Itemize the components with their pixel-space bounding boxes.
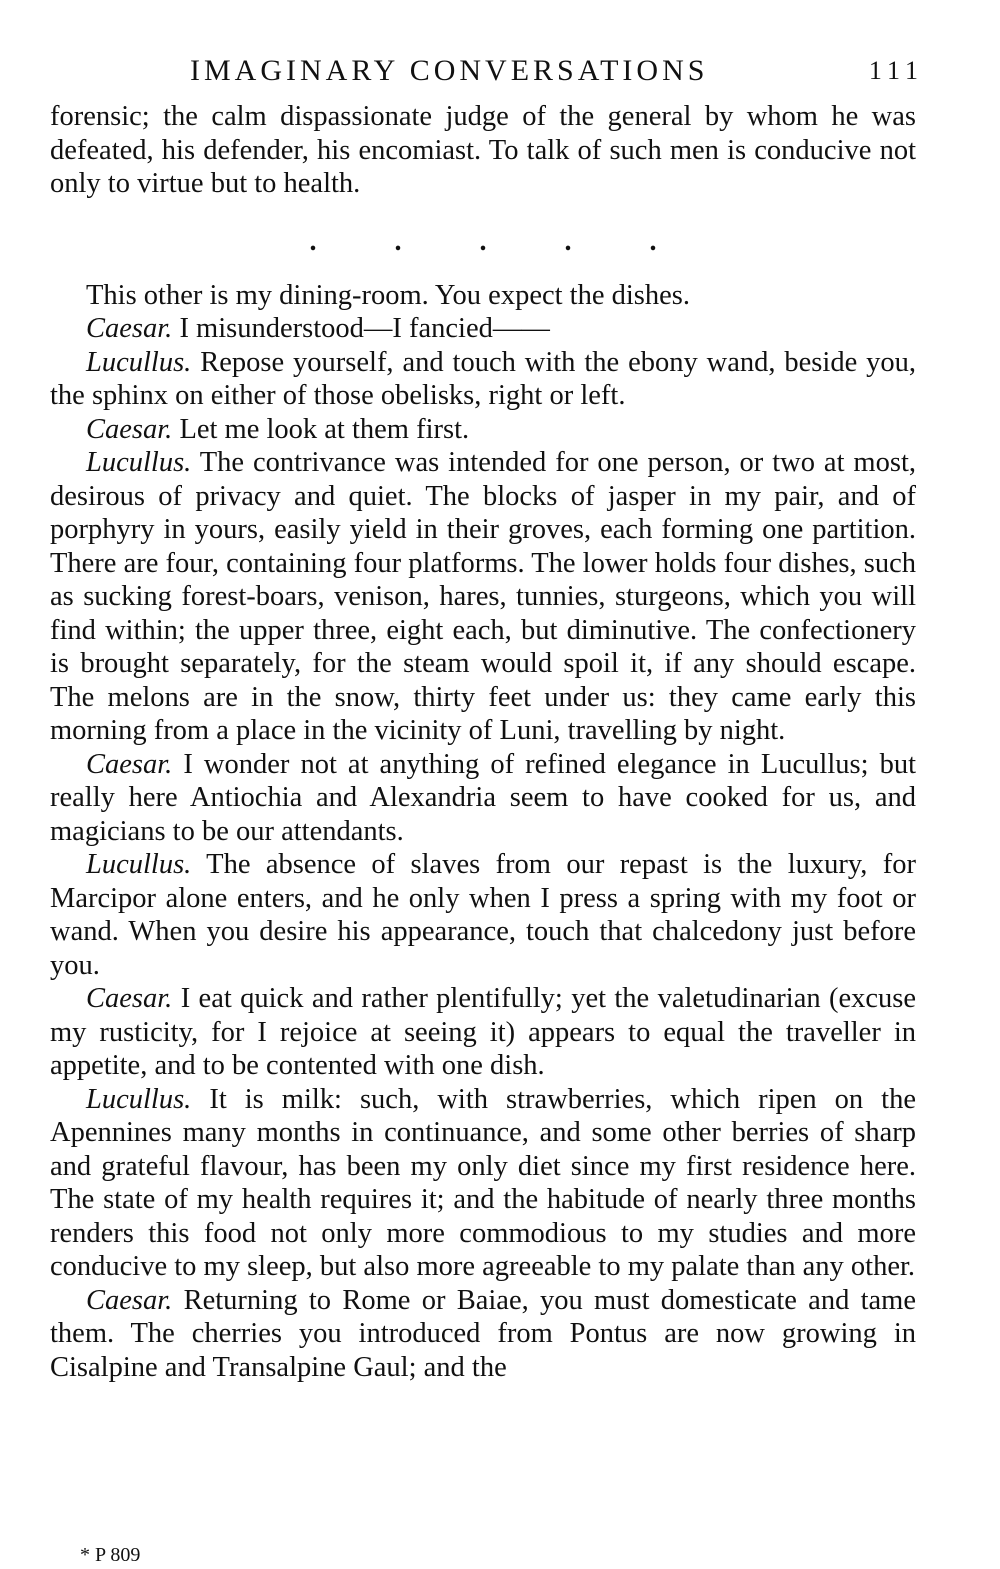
speaker-name: Caesar. <box>86 983 173 1014</box>
dialogue-line <box>50 312 916 346</box>
dialogue-line <box>50 446 916 748</box>
dialogue-line <box>50 982 916 1083</box>
dialogue-text: I wonder not at anything of refined elegance in Lucullus; but really here Antiochia and Alexandria seem to have cooked for us, and magicians to be our attendants. <box>50 748 916 847</box>
dialogue-line <box>50 748 916 849</box>
speaker-name: Lucullus. <box>86 346 192 378</box>
speaker-name: Lucullus. <box>86 1083 192 1115</box>
dialogue-text: I eat quick and rather plentifully; yet the valetudinarian (excuse my rusticity, for I rejoice at seeing it) appears to equal the traveller in appetite, and to be contented with one dish. <box>50 983 917 1081</box>
break-dot: . <box>394 225 402 257</box>
dialogue-line <box>50 346 916 413</box>
dialogue-text: The contrivance was intended for one person, or two at most, desirous of privacy and quiet. The blocks of jasper in my pair, and of porphyry in yours, easily yield in their groves, each forming one partition. There are four, containing four platforms. The lower holds four dishes, such as sucking forest-boars, venison, hares, tunnies, sturgeons, which you will find within; the upper three, eight each, but diminutive. The confectionery is brought separately, for the steam would spoil it, if any should escape. The melons are in the snow, thirty feet under us: they came early this morning from a place in the vicinity of Luni, travelling by night. <box>50 447 916 746</box>
dialogue-text: I misunderstood—I fancied—— <box>179 313 550 344</box>
break-dot: . <box>649 225 657 257</box>
dialogue-text: It is milk: such, with strawberries, which ripen on the Apennines many months in continuance, and some other berries of sharp and grateful flavour, has been my only diet since my first residence here. The state of my health requires it; and the habitude of nearly three months renders this food not only more commodious to my studies and more conducive to my sleep, but also more agreeable to my palate than any other. <box>50 1083 916 1282</box>
dialogue-text: Returning to Rome or Baiae, you must domesticate and tame them. The cherries you introduced from Pontus are now growing in Cisalpine and Transalpine Gaul; and the <box>50 1284 916 1383</box>
page-number: 111 <box>868 56 924 85</box>
running-title: IMAGINARY CONVERSATIONS <box>190 54 709 87</box>
book-page <box>50 48 924 1384</box>
speaker-name: Caesar. <box>86 313 173 344</box>
speaker-name: Caesar. <box>86 1284 173 1316</box>
footnote-marker: * P 809 <box>80 1544 141 1566</box>
speaker-name: Caesar. <box>86 748 173 780</box>
dialogue-line <box>50 413 916 447</box>
dialogue-line <box>50 1284 916 1385</box>
speaker-name: Caesar. <box>86 413 173 445</box>
body-text <box>50 100 916 1384</box>
break-dot: . <box>564 225 572 257</box>
break-dot: . <box>309 225 317 257</box>
page-header <box>50 48 924 100</box>
dialogue-text: Let me look at them first. <box>179 413 470 445</box>
dialogue-text: Repose yourself, and touch with the ebony wand, beside you, the sphinx on either of those obelisks, right or left. <box>50 346 917 411</box>
dialogue-text: This other is my dining-room. You expect the dishes. <box>86 279 690 311</box>
section-break <box>50 227 916 257</box>
dialogue-line <box>50 848 916 982</box>
opening-paragraph: forensic; the calm dispassionate judge of the general by whom he was defeated, his defender, his encomiast. To talk of such men is conducive not only to virtue but to health. <box>50 101 916 199</box>
dialogue-text: The absence of slaves from our repast is the luxury, for Marcipor alone enters, and he only when I press a spring with my foot or wand. When you desire his appearance, touch that chalcedony just before you. <box>50 849 916 981</box>
dialogue-line <box>50 1083 916 1284</box>
speaker-name: Lucullus. <box>86 849 192 880</box>
break-dot: . <box>479 225 487 257</box>
dialogue-line <box>50 279 916 313</box>
speaker-name: Lucullus. <box>86 447 192 478</box>
